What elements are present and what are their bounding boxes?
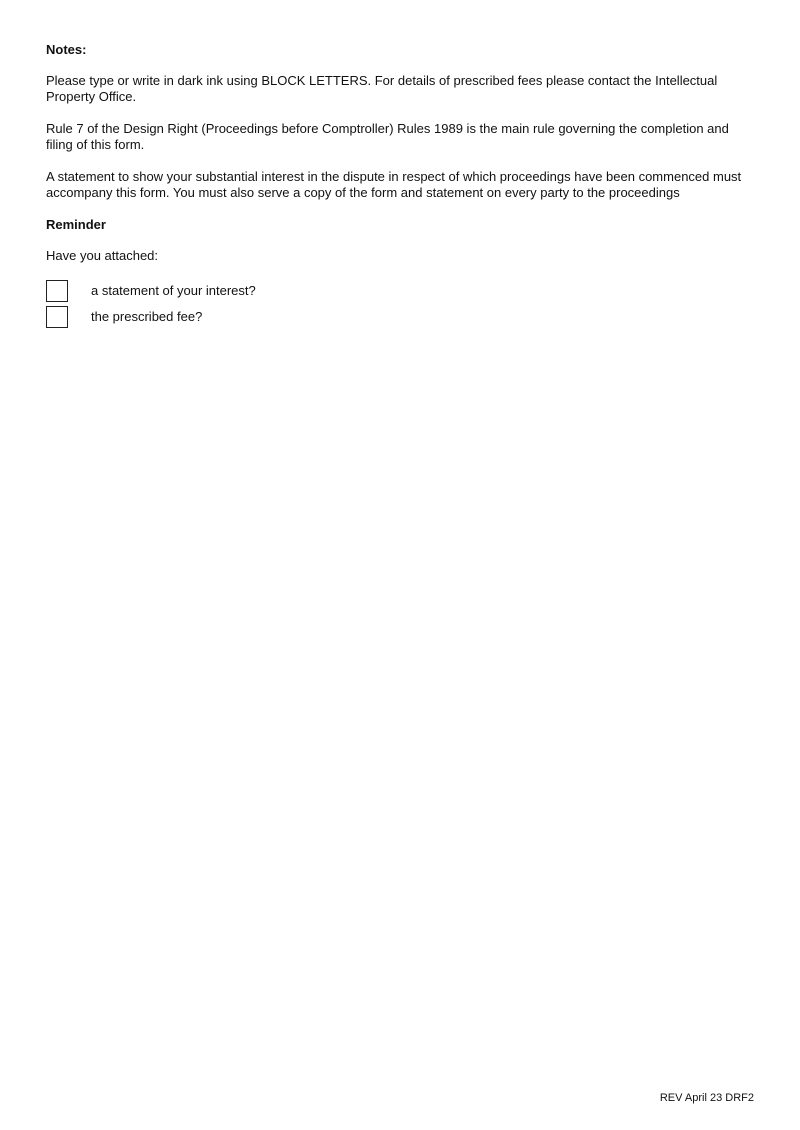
reminder-heading: Reminder xyxy=(46,217,106,232)
checklist-item-statement xyxy=(46,278,758,304)
notes-heading: Notes: xyxy=(46,42,87,57)
fee-checkbox-label: the prescribed fee? xyxy=(91,309,203,324)
reminder-checklist xyxy=(46,278,758,330)
reminder-intro: Have you attached: xyxy=(46,248,159,263)
notes-paragraph-ink: Please type or write in dark ink using BLOCK LETTERS. For details of prescribed fees please contact the Intellectual Property Office. xyxy=(46,73,718,104)
form-notes-page xyxy=(46,42,758,330)
statement-checkbox[interactable] xyxy=(46,280,68,302)
checklist-item-fee xyxy=(46,304,758,330)
notes-paragraph-rule: Rule 7 of the Design Right (Proceedings before Comptroller) Rules 1989 is the main rule governing the completion and filing of this form. xyxy=(46,121,729,152)
fee-checkbox[interactable] xyxy=(46,306,68,328)
notes-paragraph-statement: A statement to show your substantial interest in the dispute in respect of which proceedings have been commenced must accompany this form. You must also serve a copy of the form and statement on every party to the proceedings xyxy=(46,169,742,200)
statement-checkbox-label: a statement of your interest? xyxy=(91,283,256,298)
revision-footer: REV April 23 DRF2 xyxy=(659,1092,754,1104)
